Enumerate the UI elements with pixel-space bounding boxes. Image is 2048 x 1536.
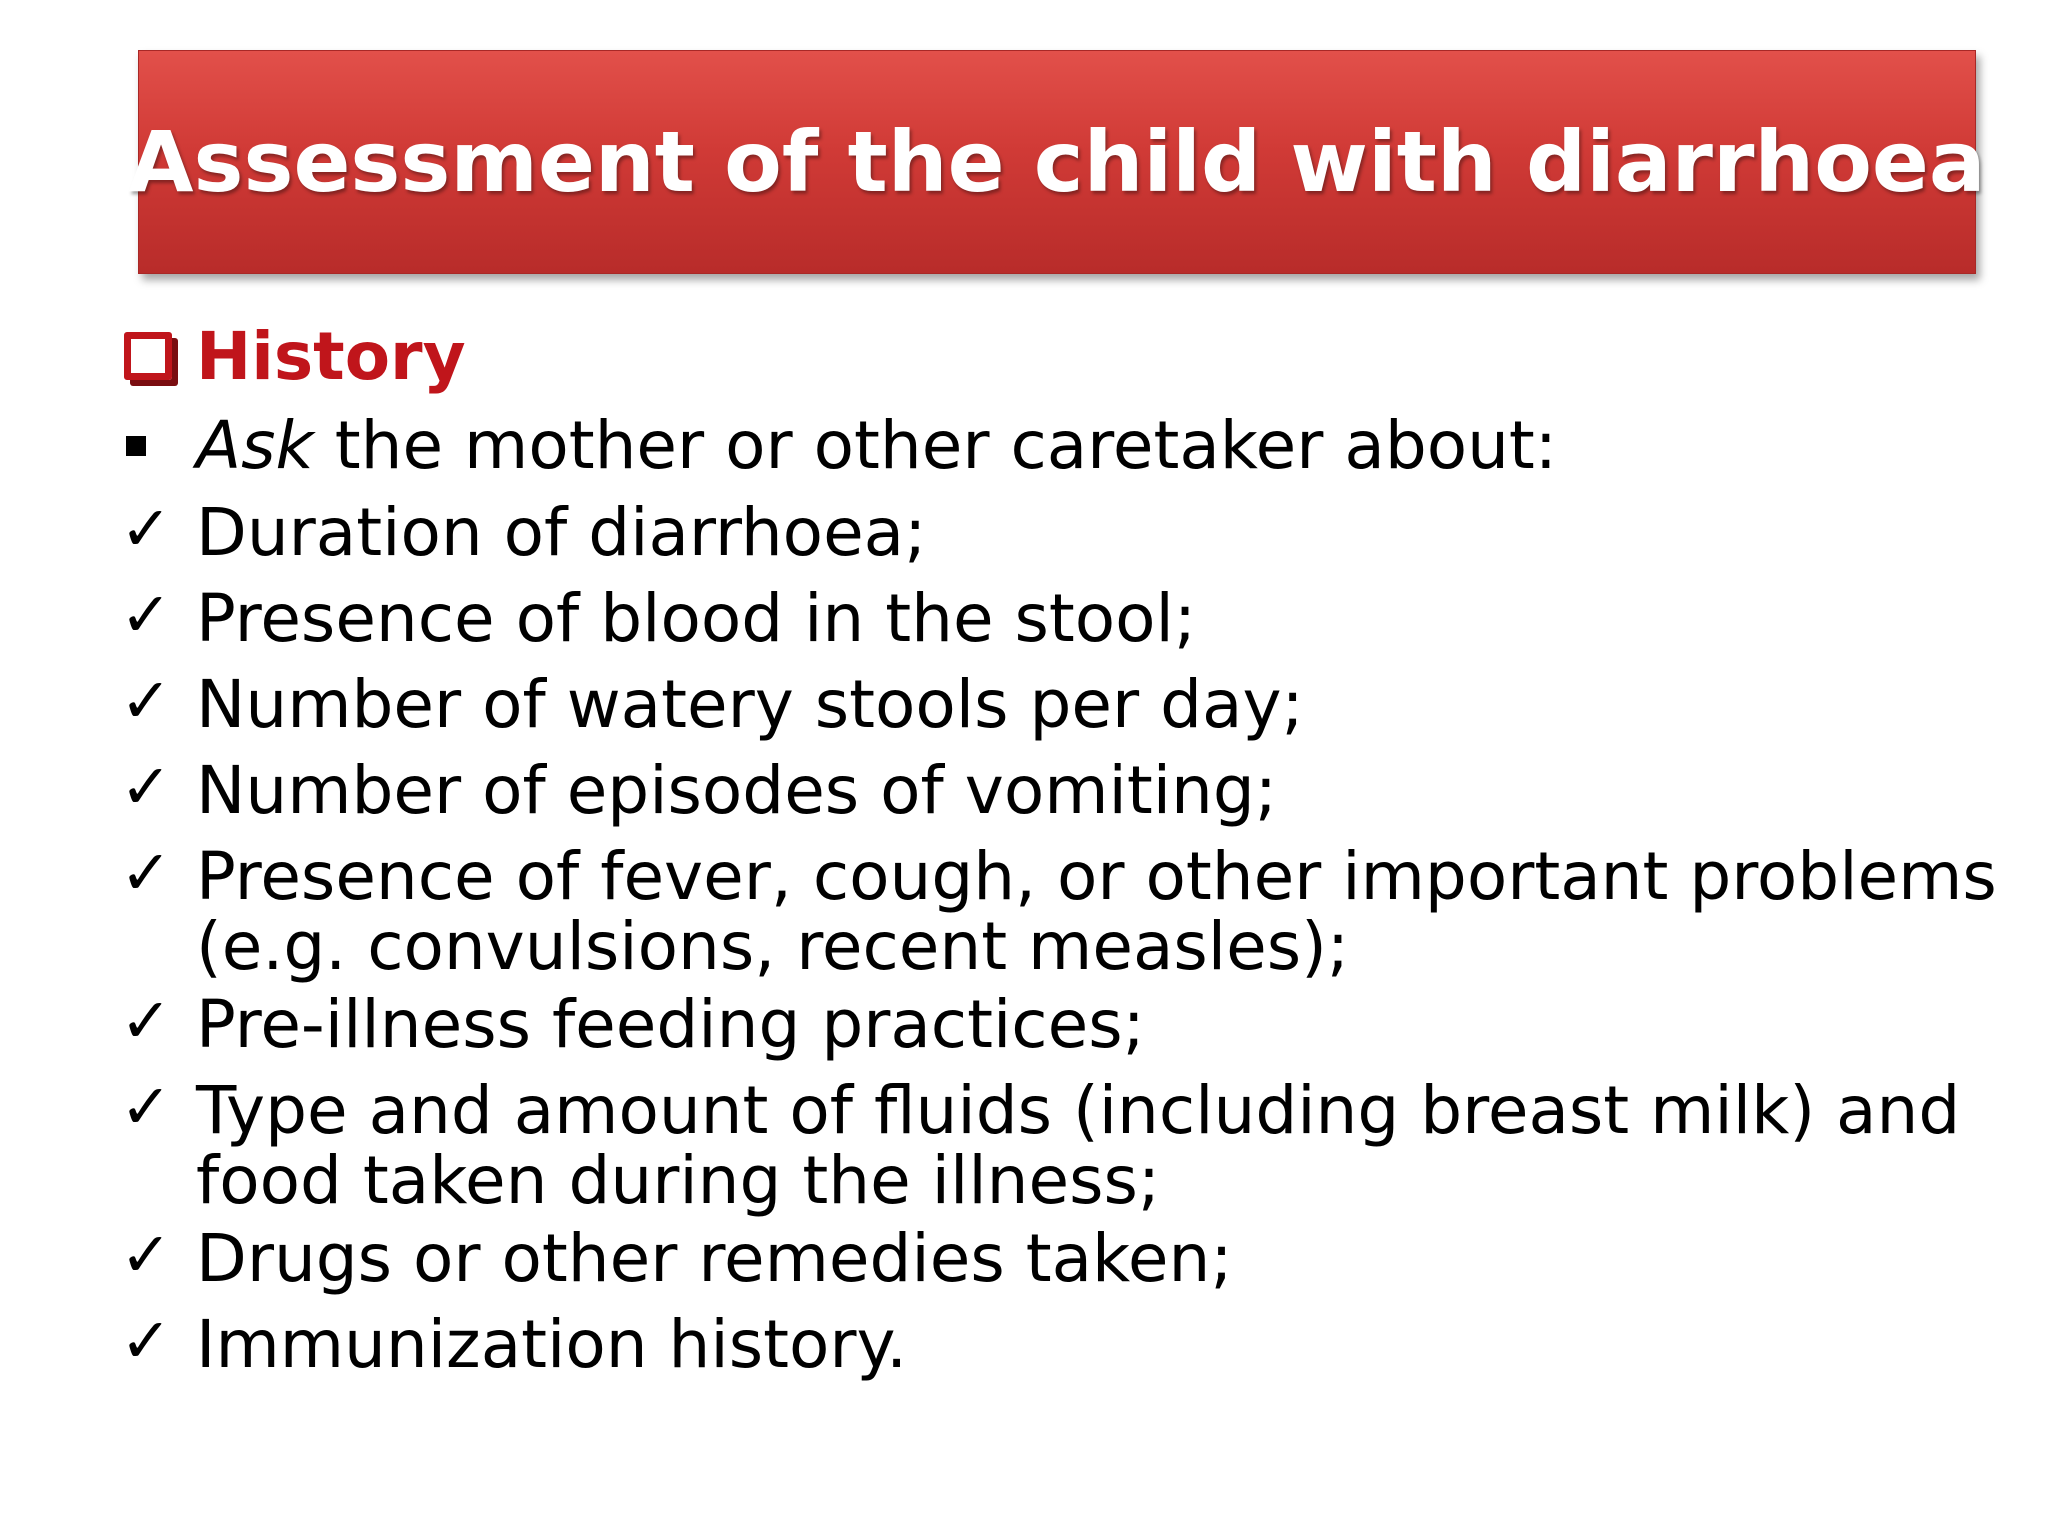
checkmark-icon: ✓ [120,492,172,565]
checkmark-icon: ✓ [120,1218,172,1291]
checklist-item [120,1068,2000,1219]
checkmark-icon: ✓ [120,984,172,1057]
hollow-square-icon [124,332,172,380]
checklist-item-text: Presence of fever, cough, or other important problems (e.g. convulsions, recent measles); [196,838,1997,985]
checklist-item-text: Immunization history. [196,1306,908,1383]
checklist-item [120,834,2000,985]
checklist-item [120,1216,2000,1302]
intro-line [120,402,2000,490]
checkmark-icon: ✓ [120,1304,172,1377]
checklist-item [120,1302,2000,1388]
slide-content [120,310,2000,1388]
checkmark-icon: ✓ [120,750,172,823]
checklist-item [120,662,2000,748]
checklist-item [120,576,2000,662]
section-heading [120,310,2000,402]
checklist-item-text: Number of episodes of vomiting; [196,752,1278,829]
slide-title: Assessment of the child with diarrhoea [128,113,1986,211]
square-bullet-icon [126,436,146,456]
checklist-item-text: Drugs or other remedies taken; [196,1220,1233,1297]
section-heading-label: History [196,317,466,395]
checklist-item-text: Pre-illness feeding practices; [196,986,1145,1063]
checklist-item [120,490,2000,576]
title-banner [128,50,1986,274]
checklist-item-text: Presence of blood in the stool; [196,580,1197,657]
checklist-item [120,748,2000,834]
intro-text [196,402,2000,490]
checklist-item-text: Number of watery stools per day; [196,666,1304,743]
checklist-item-text: Duration of diarrhoea; [196,494,927,571]
checklist-item-text: Type and amount of fluids (including breast milk) and food taken during the illness; [196,1072,1961,1219]
checkmark-icon: ✓ [120,664,172,737]
intro-rest: the mother or other caretaker about: [313,407,1558,484]
checklist-item [120,982,2000,1068]
intro-emphasis: Ask [196,407,314,484]
checklist [120,490,2000,1388]
checkmark-icon: ✓ [120,578,172,651]
checkmark-icon: ✓ [120,836,172,909]
checkmark-icon: ✓ [120,1070,172,1143]
